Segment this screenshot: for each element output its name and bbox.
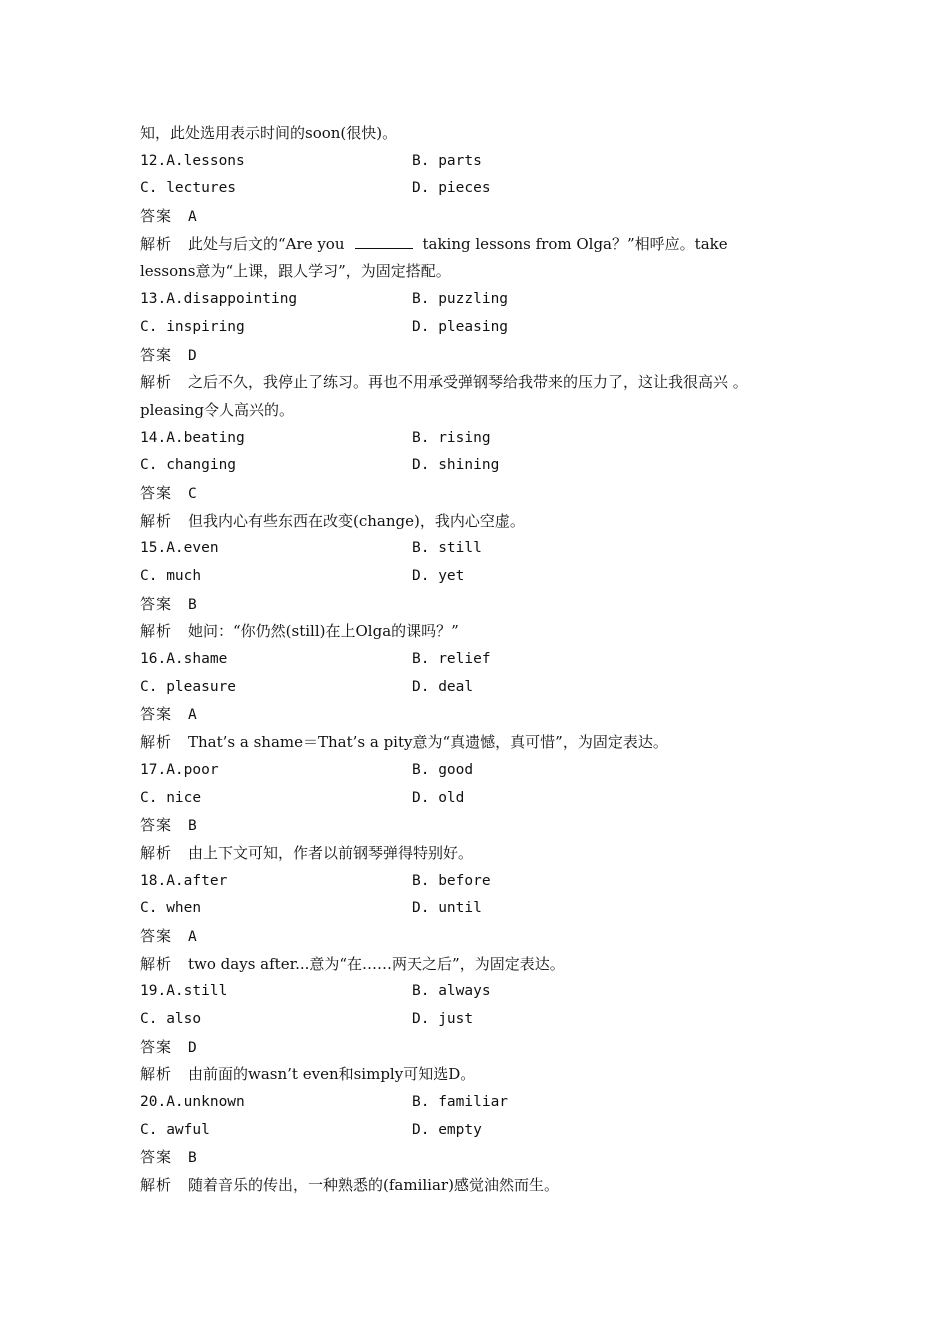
question-17-row-1	[140, 757, 820, 785]
option-c: C. much	[140, 568, 202, 584]
analysis-label: 解析	[140, 954, 173, 973]
option-c: C. when	[140, 900, 202, 917]
option-a: A.beating	[166, 429, 245, 446]
answer-18	[140, 923, 820, 951]
answer-value: A	[188, 209, 197, 226]
option-c: C. nice	[140, 789, 202, 806]
option-a: A.disappointing	[166, 291, 298, 308]
answer-label: 答案	[140, 1037, 173, 1056]
option-b: B. familiar	[412, 1094, 509, 1111]
answer-label: 答案	[140, 1148, 173, 1167]
question-number: 18.	[140, 872, 167, 889]
option-b: B. puzzling	[412, 291, 509, 308]
option-d: D. until	[412, 900, 482, 917]
answer-value: D	[188, 347, 197, 364]
option-d: D. deal	[412, 678, 474, 695]
question-18-row-1	[140, 868, 820, 896]
answer-value: B	[188, 1150, 197, 1167]
question-number: 20.	[140, 1094, 167, 1111]
option-d: D. pieces	[412, 180, 491, 197]
analysis-label: 解析	[140, 511, 173, 530]
question-12-row-1	[140, 148, 820, 176]
analysis-20	[140, 1172, 820, 1200]
option-c: C. lectures	[140, 180, 237, 197]
question-number: 12.	[140, 152, 167, 169]
question-12-row-2	[140, 175, 820, 203]
answer-20	[140, 1144, 820, 1172]
answer-value: B	[188, 818, 197, 835]
option-b: B. parts	[412, 152, 482, 169]
answer-12	[140, 203, 820, 231]
option-b: B. always	[412, 983, 491, 1000]
question-number: 14.	[140, 429, 167, 446]
answer-17	[140, 812, 820, 840]
option-b: B. relief	[412, 651, 491, 668]
analysis-label: 解析	[140, 622, 173, 641]
analysis-15	[140, 618, 820, 646]
analysis-label: 解析	[140, 373, 173, 392]
analysis-label: 解析	[140, 843, 173, 862]
answer-value: A	[188, 707, 197, 724]
question-14-row-2	[140, 452, 820, 480]
option-b: B. rising	[412, 429, 491, 446]
question-number: 17.	[140, 761, 167, 778]
analysis-label: 解析	[140, 733, 173, 752]
option-a: A.unknown	[166, 1094, 245, 1111]
analysis-label: 解析	[140, 234, 173, 253]
option-d: D. shining	[412, 457, 500, 474]
analysis-text: 由上下文可知，作者以前钢琴弹得特别好。	[188, 843, 474, 862]
option-d: D. just	[412, 1011, 474, 1027]
question-13-row-2	[140, 314, 820, 342]
analysis-13	[140, 369, 820, 397]
question-15-row-2	[140, 563, 820, 591]
answer-value: D	[188, 1039, 197, 1056]
option-b: B. still	[412, 540, 482, 557]
analysis-label: 解析	[140, 1176, 173, 1195]
answer-value: A	[188, 928, 197, 945]
analysis-text: 但我内心有些东西在改变(change)，我内心空虚。	[188, 511, 525, 530]
option-a: A.shame	[166, 651, 228, 668]
option-d: D. pleasing	[412, 318, 509, 335]
intro-line: 知，此处选用表示时间的soon(很快)。	[140, 124, 398, 142]
answer-13	[140, 342, 820, 370]
analysis-text: two days after...意为“在……两天之后”，为固定表达。	[188, 954, 565, 973]
analysis-text-part2: taking lessons from Olga？”相呼应。take	[422, 234, 728, 253]
answer-14	[140, 480, 820, 508]
option-d: D. old	[412, 789, 465, 806]
option-c: C. awful	[140, 1121, 210, 1138]
analysis-text-part1: 此处与后文的“Are you	[188, 234, 345, 253]
answer-16	[140, 701, 820, 729]
option-c: C. pleasure	[140, 678, 237, 695]
blank-underline	[355, 234, 413, 249]
answer-value: C	[188, 485, 197, 502]
analysis-text: 由前面的wasn’t even和simply可知选D。	[188, 1065, 476, 1084]
analysis-13-cont: pleasing令人高兴的。	[140, 400, 294, 419]
analysis-16	[140, 729, 820, 757]
question-number: 16.	[140, 651, 167, 668]
answer-label: 答案	[140, 816, 173, 835]
question-18-row-2	[140, 895, 820, 923]
analysis-text: 随着音乐的传出，一种熟悉的(familiar)感觉油然而生。	[188, 1176, 559, 1195]
answer-15	[140, 591, 820, 619]
question-19-row-1	[140, 978, 820, 1006]
question-15-row-1	[140, 535, 820, 563]
answer-label: 答案	[140, 594, 173, 613]
analysis-text: 她问：“你仍然(still)在上Olga的课吗？”	[188, 622, 459, 641]
option-a: A.poor	[166, 761, 219, 778]
option-a: A.even	[166, 540, 219, 557]
option-c: C. changing	[140, 457, 237, 474]
question-19-row-2	[140, 1006, 820, 1034]
answer-label: 答案	[140, 207, 173, 226]
analysis-12-cont: lessons意为“上课，跟人学习”，为固定搭配。	[140, 262, 451, 281]
question-14-row-1	[140, 425, 820, 453]
analysis-18	[140, 951, 820, 979]
answer-19	[140, 1034, 820, 1062]
answer-value: B	[188, 596, 197, 613]
analysis-12	[140, 231, 820, 259]
question-13-row-1	[140, 286, 820, 314]
option-a: A.after	[166, 872, 228, 889]
analysis-19	[140, 1061, 820, 1089]
question-number: 13.	[140, 291, 167, 308]
option-c: C. also	[140, 1011, 202, 1027]
option-b: B. good	[412, 761, 474, 778]
option-d: D. yet	[412, 568, 465, 584]
analysis-text: 之后不久，我停止了练习。再也不用承受弹钢琴给我带来的压力了，这让我很高兴 。	[188, 373, 748, 392]
option-a: A.still	[166, 983, 228, 1000]
document-content	[140, 120, 820, 1200]
answer-label: 答案	[140, 705, 173, 724]
analysis-label: 解析	[140, 1065, 173, 1084]
analysis-text: That’s a shame＝That’s a pity意为“真遗憾，真可惜”，为固定表达。	[188, 733, 668, 752]
analysis-17	[140, 840, 820, 868]
answer-label: 答案	[140, 483, 173, 502]
answer-label: 答案	[140, 926, 173, 945]
option-a: A.lessons	[166, 152, 245, 169]
question-number: 15.	[140, 540, 167, 557]
question-number: 19.	[140, 983, 167, 1000]
question-17-row-2	[140, 785, 820, 813]
question-20-row-1	[140, 1089, 820, 1117]
question-20-row-2	[140, 1117, 820, 1145]
analysis-14	[140, 508, 820, 536]
option-d: D. empty	[412, 1121, 482, 1138]
option-b: B. before	[412, 872, 491, 889]
answer-label: 答案	[140, 345, 173, 364]
question-16-row-2	[140, 674, 820, 702]
question-16-row-1	[140, 646, 820, 674]
option-c: C. inspiring	[140, 318, 245, 335]
